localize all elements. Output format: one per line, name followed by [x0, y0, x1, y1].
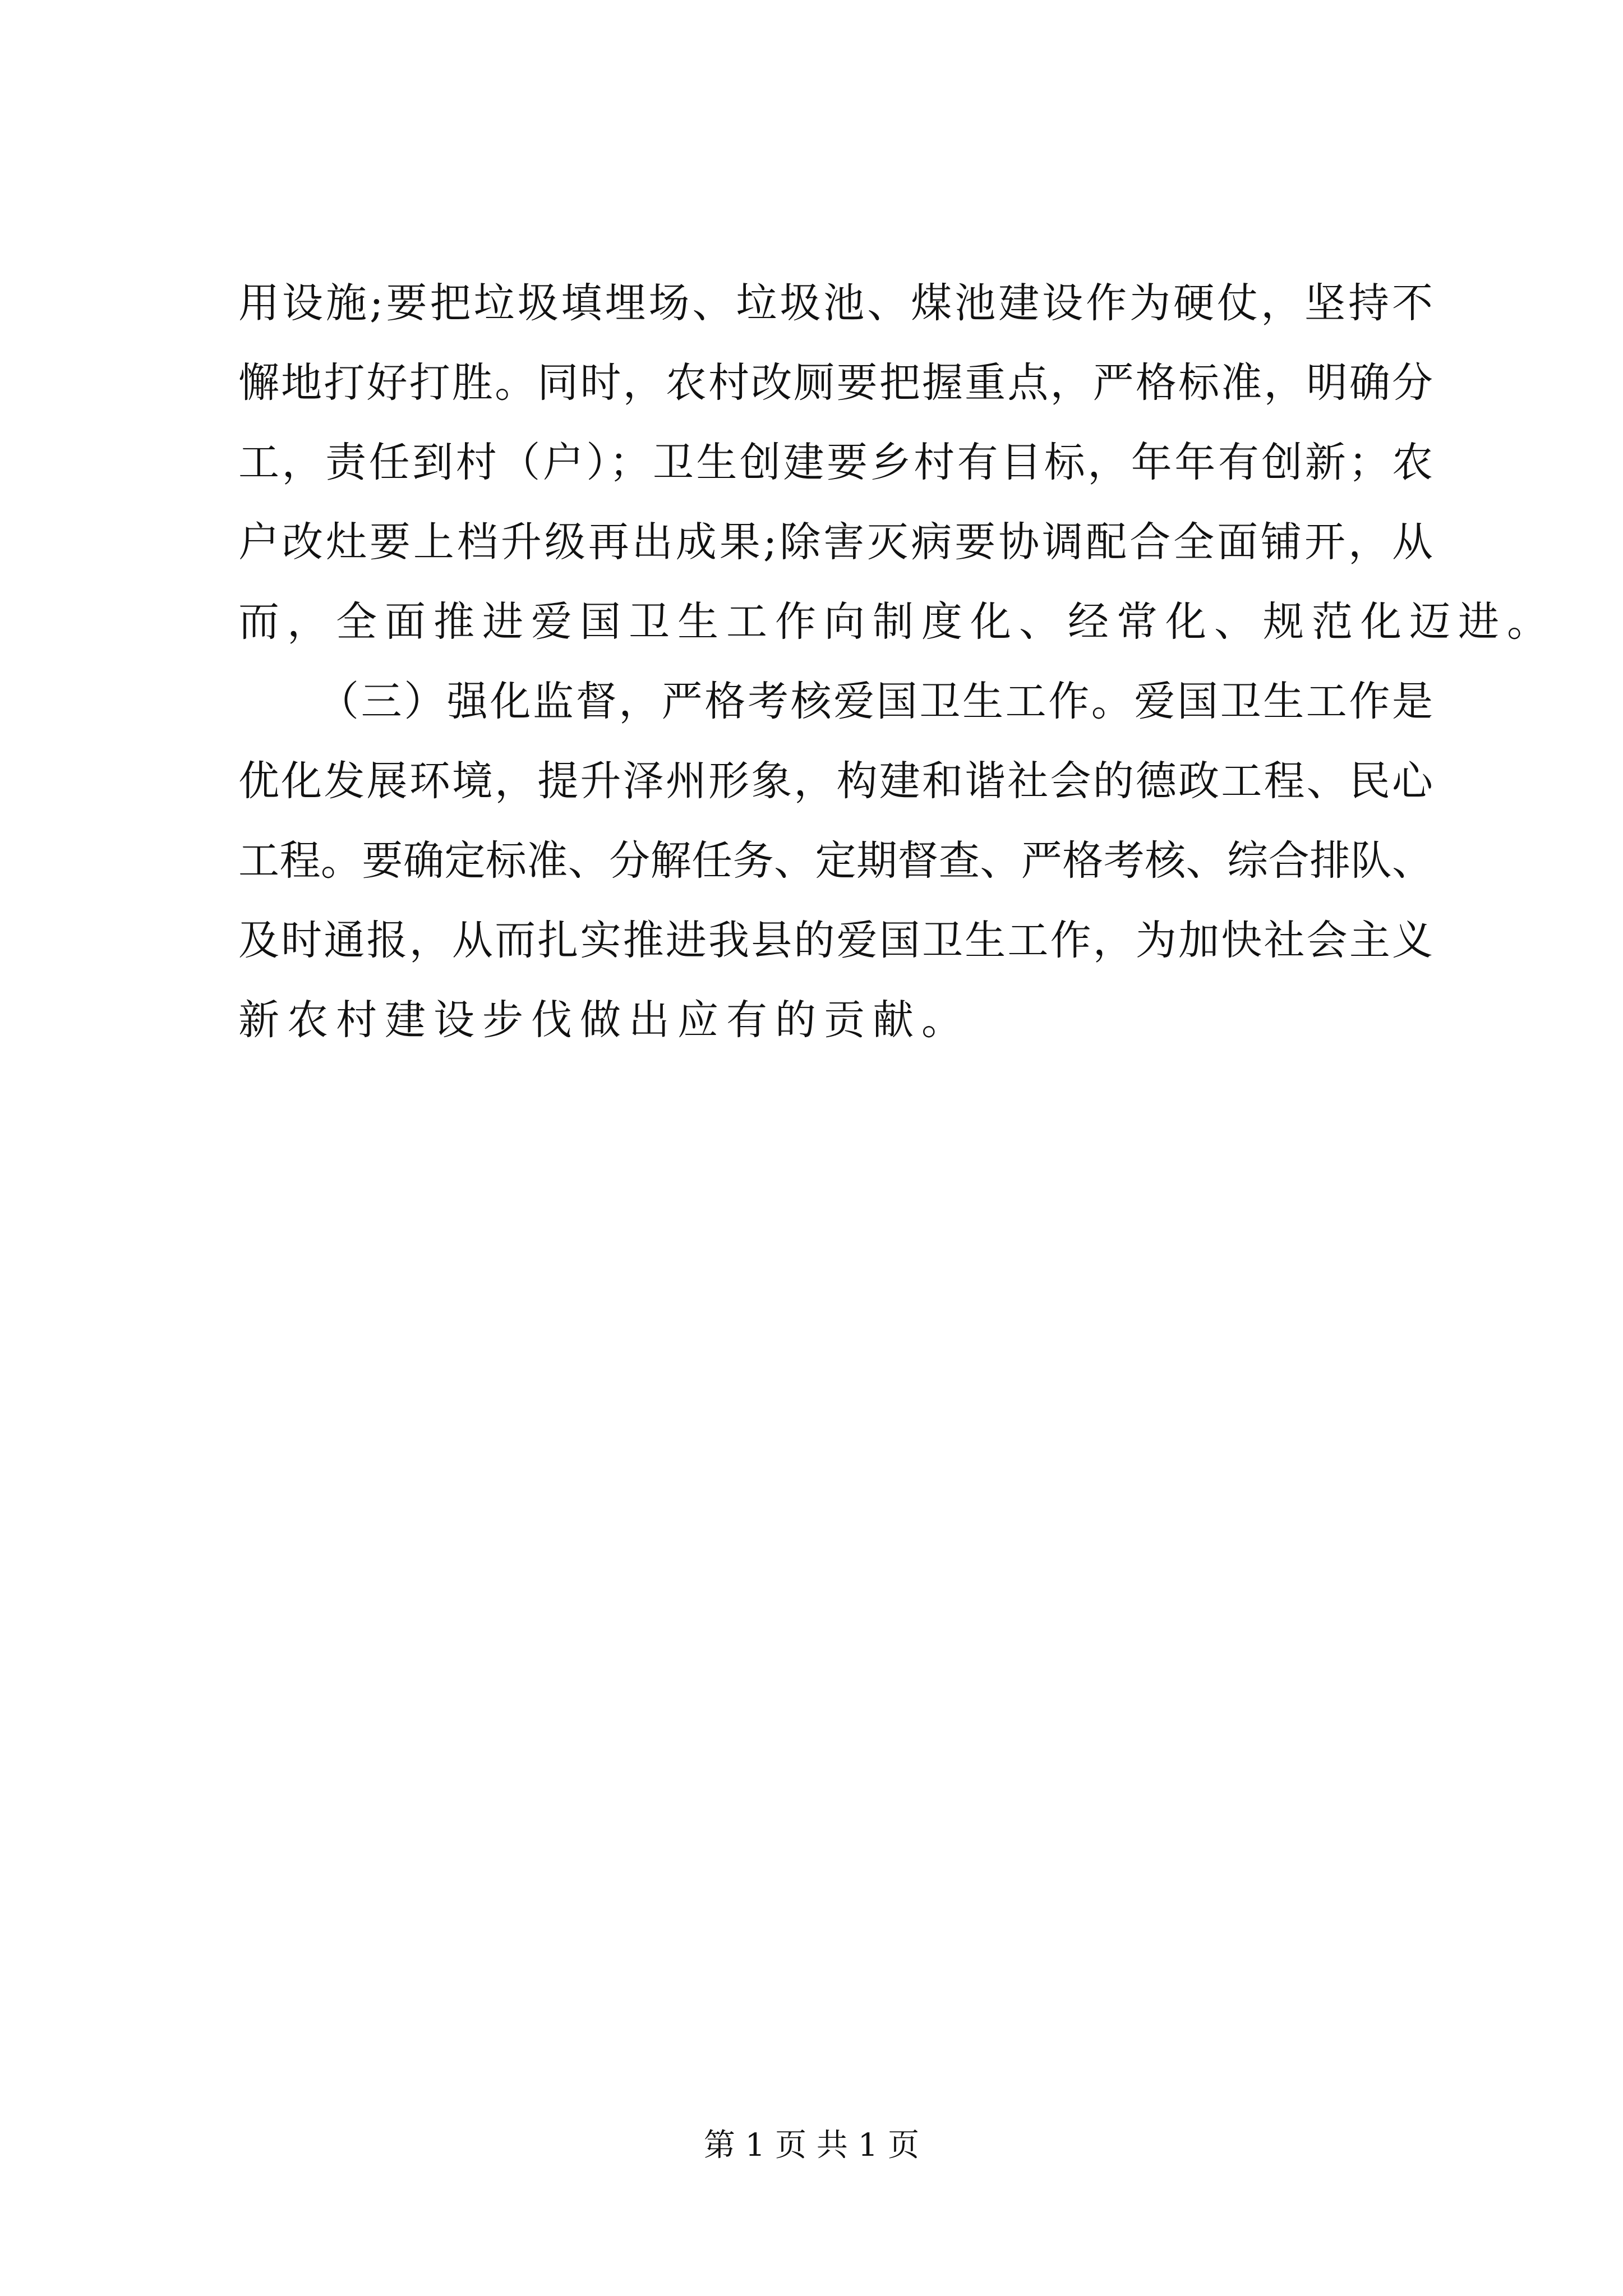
- page-number-footer: 第 1 页 共 1 页: [703, 2127, 920, 2164]
- text-line: 懈地打好打胜。同时，农村改厕要把握重点，严格标准，明确分: [238, 359, 1433, 407]
- paragraph: [238, 662, 1433, 1060]
- text-line: 户改灶要上档升级再出成果;除害灭病要协调配合全面铺开，从: [238, 518, 1433, 566]
- text-line: 而，全面推进爱国卫生工作向制度化、经常化、规范化迈进。: [238, 598, 1556, 646]
- text-line: （三）强化监督，严格考核爱国卫生工作。爱国卫生工作是: [318, 678, 1433, 725]
- text-line: 优化发展环境，提升泽州形象，构建和谐社会的德政工程、民心: [238, 757, 1433, 805]
- body-text: [238, 264, 1556, 1060]
- paragraph: [238, 264, 1556, 662]
- text-line: 新农村建设步伐做出应有的贡献。: [238, 996, 970, 1044]
- text-line: 及时通报，从而扎实推进我县的爱国卫生工作，为加快社会主义: [238, 917, 1433, 964]
- text-line: 工程。要确定标准、分解任务、定期督查、严格考核、综合排队、: [238, 837, 1433, 885]
- text-line: 用设施;要把垃圾填埋场、垃圾池、煤池建设作为硬仗，坚持不: [238, 279, 1433, 327]
- text-line: 工，责任到村（户）；卫生创建要乡村有目标，年年有创新；农: [238, 439, 1433, 486]
